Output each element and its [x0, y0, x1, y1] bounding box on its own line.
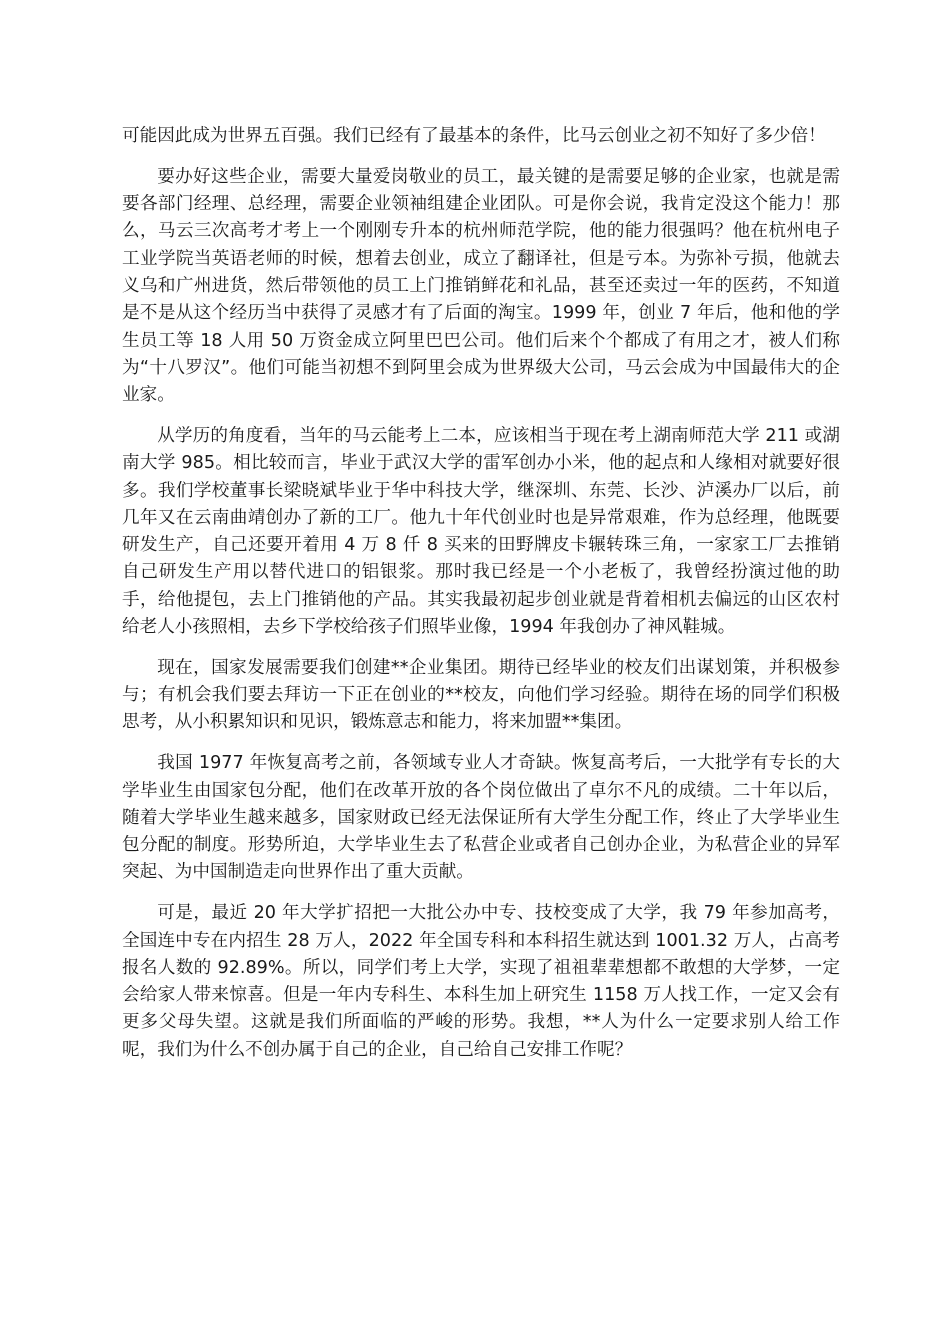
- document-body: [122, 123, 840, 1078]
- paragraph-group-call: 现在，国家发展需要我们创建**企业集团。期待已经毕业的校友们出谋划策，并积极参与；有机会我们要去拜访一下正在创业的**校友，向他们学习经验。期待在场的同学们积极思考，从小积累知识和见识，锻炼意志和能力，将来加盟**集团。: [122, 657, 840, 733]
- paragraph-current-situation: 可是，最近 20 年大学扩招把一大批公办中专、技校变成了大学，我 79 年参加高考，全国连中专在内招生 28 万人，2022 年全国专科和本科招生就达到 1001.32 万人，占高考报名人数的 92.89%。所以，同学们考上大学，实现了祖祖辈辈想都不敢想的大学梦，一定会给家人带来惊喜。但是一年内专科生、本科生加上研究生 1158 万人找工作，一定又会有更多父母失望。这就是我们所面临的严峻的形势。我想，**人为什么一定要求别人给工作呢，我们为什么不创办属于自己的企业，自己给自己安排工作呢？: [122, 903, 840, 1060]
- paragraph-history-1977: 我国 1977 年恢复高考之前，各领域专业人才奇缺。恢复高考后，一大批学有专长的大学毕业生由国家包分配，他们在改革开放的各个岗位做出了卓尔不凡的成绩。二十年以后，随着大学毕业生越来越多，国家财政已经无法保证所有大学生分配工作，终止了大学毕业生包分配的制度。形势所迫，大学毕业生去了私营企业或者自己创办企业，为私营企业的异军突起、为中国制造走向世界作出了重大贡献。: [122, 753, 840, 883]
- paragraph-education-background: 从学历的角度看，当年的马云能考上二本，应该相当于现在考上湖南师范大学 211 或湖南大学 985。相比较而言，毕业于武汉大学的雷军创办小米，他的起点和人缘相对就要好很多。我们学校董事长梁晓斌毕业于华中科技大学，继深圳、东莞、长沙、泸溪办厂以后，前几年又在云南曲靖创办了新的工厂。他九十年代创业时也是异常艰难，作为总经理，他既要研发生产，自己还要开着用 4 万 8 仟 8 买来的田野牌皮卡辗转珠三角，一家家工厂去推销自己研发生产用以替代进口的铝银浆。那时我已经是一个小老板了，我曾经扮演过他的助手，给他提包，去上门推销他的产品。其实我最初起步创业就是背着相机去偏远的山区农村给老人小孩照相，去乡下学校给孩子们照毕业像，1994 年我创办了神风鞋城。: [122, 425, 840, 638]
- paragraph-ma-yun-story: 要办好这些企业，需要大量爱岗敬业的员工，最关键的是需要足够的企业家，也就是需要各部门经理、总经理，需要企业领袖组建企业团队。可是你会说，我肯定没这个能力！那么，马云三次高考才考上一个刚刚专升本的杭州师范学院，他的能力很强吗？他在杭州电子工业学院当英语老师的时候，想着去创业，成立了翻译社，但是亏本。为弥补亏损，他就去义乌和广州进货，然后带领他的员工上门推销鲜花和礼品，甚至还卖过一年的医药，不知道是不是从这个经历当中获得了灵感才有了后面的淘宝。1999 年，创业 7 年后，他和他的学生员工等 18 人用 50 万资金成立阿里巴巴公司。他们后来个个都成了有用之才，被人们称为“十八罗汉”。他们可能当初想不到阿里会成为世界级大公司，马云会成为中国最伟大的企业家。: [122, 166, 840, 406]
- paragraph-continuation: 可能因此成为世界五百强。我们已经有了最基本的条件，比马云创业之初不知好了多少倍！: [122, 126, 826, 146]
